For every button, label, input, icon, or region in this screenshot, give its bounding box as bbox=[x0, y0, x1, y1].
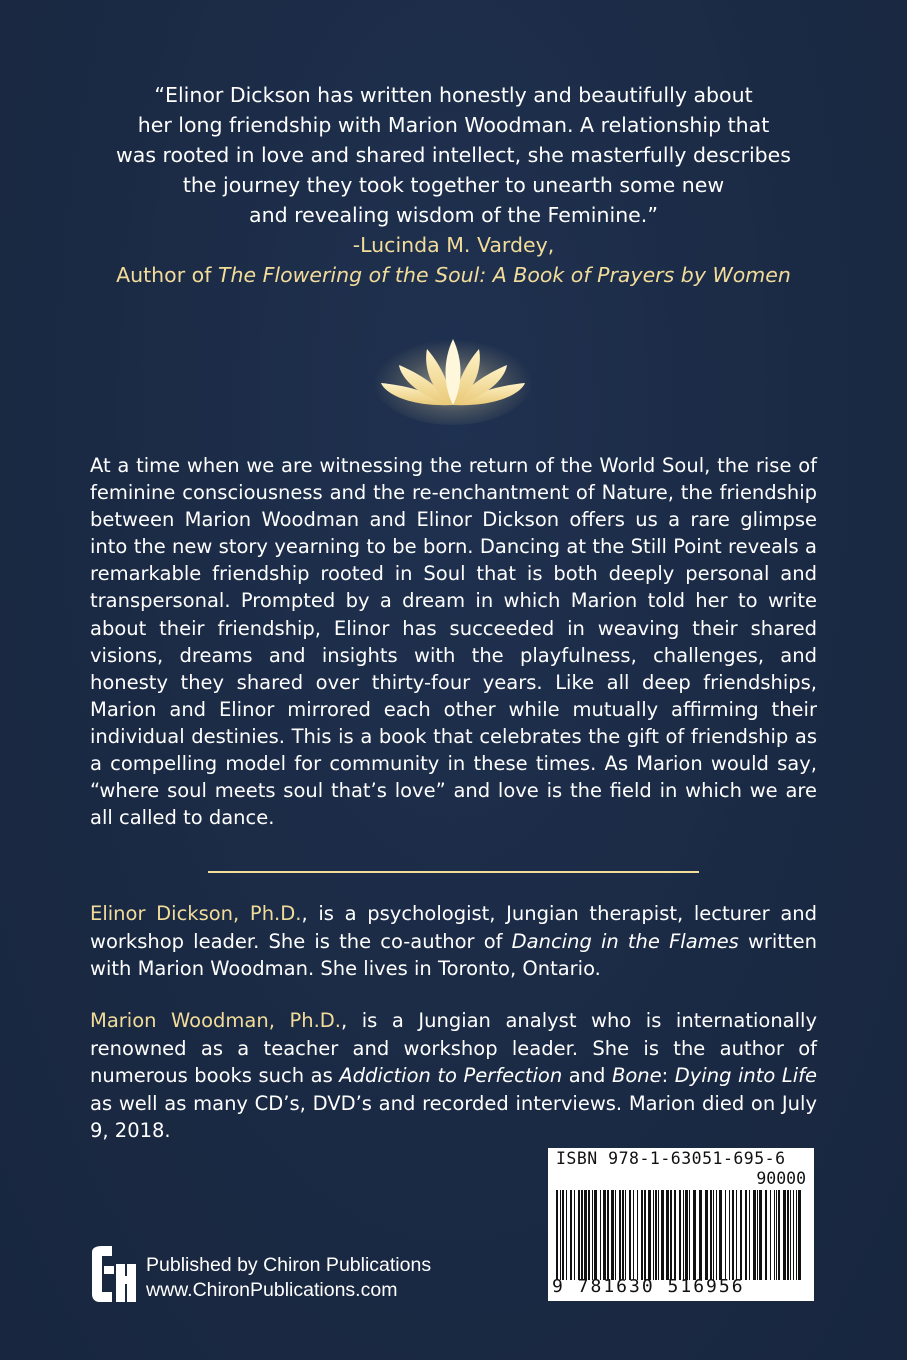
barcode-bar bbox=[705, 1190, 708, 1280]
barcode-bar bbox=[600, 1190, 601, 1280]
ean-number: 9 781630 516956 bbox=[552, 1276, 745, 1297]
barcode-bar bbox=[713, 1190, 714, 1280]
barcode-bar bbox=[658, 1190, 659, 1280]
bio-text: written with Marion Woodman. She lives in Toronto, Ontario. bbox=[90, 929, 817, 980]
quote-line: the journey they took together to unearth some new bbox=[182, 173, 725, 197]
barcode-bar bbox=[796, 1190, 797, 1280]
publisher-line: Published by Chiron Publications bbox=[146, 1254, 432, 1276]
barcode-bar bbox=[778, 1190, 780, 1280]
barcode-bar bbox=[783, 1190, 786, 1280]
barcode-bar bbox=[666, 1190, 669, 1280]
barcode-bar bbox=[556, 1190, 558, 1280]
barcode-bar bbox=[732, 1190, 734, 1280]
barcode-bar bbox=[629, 1190, 631, 1280]
barcode-bar bbox=[736, 1190, 737, 1280]
bio-text: , is a psychologist, Jungian therapist, lecturer and workshop leader. She is the co-author of bbox=[90, 902, 818, 953]
barcode-bar bbox=[574, 1190, 575, 1280]
barcode-bar bbox=[674, 1190, 676, 1280]
barcode-bar bbox=[725, 1190, 726, 1280]
section-divider bbox=[208, 871, 699, 873]
barcode-bar bbox=[641, 1190, 643, 1280]
book-description: At a time when we are witnessing the return of the World Soul, the rise of feminine consciousness and the re-enchantment of Nature, the friendship between Marion Woodman and Elinor Dickson offers us a rare glimpse into the new story yearning to be born. Dancing at the Still Point reveals a remarkable friendship rooted in Soul that is both deeply personal and transpersonal. Prompted by a dream in which Marion told her to write about their friendship, Elinor has succeeded in weaving their shared visions, dreams and insights with the playfulness, challenges, and honesty they shared over thirty-four years. Like all deep friendships, Marion and Elinor mirrored each other while mutually affirming their individual destinies. This is a book that celebrates the gift of friendship as a compelling model for community in these times. As Marion would say, “where soul meets soul that’s love” and love is the field in which we are all called to dance. bbox=[90, 454, 817, 830]
quote-line: and revealing wisdom of the Feminine.” bbox=[249, 203, 658, 227]
barcode-bar bbox=[653, 1190, 654, 1280]
barcode-bar bbox=[765, 1190, 767, 1280]
barcode-bar bbox=[740, 1190, 742, 1280]
book-title: Bone bbox=[611, 1064, 662, 1087]
barcode-bar bbox=[655, 1190, 657, 1280]
barcode-bar bbox=[793, 1190, 794, 1280]
quote-line: was rooted in love and shared intellect, she masterfully describes bbox=[116, 143, 791, 167]
barcode-bar bbox=[749, 1190, 750, 1280]
barcode-bar bbox=[670, 1190, 672, 1280]
barcode-bar bbox=[603, 1190, 606, 1280]
chiron-logo-icon bbox=[88, 1246, 136, 1302]
author-name: Marion Woodman, Ph.D. bbox=[90, 1009, 341, 1032]
barcode-bar bbox=[607, 1190, 609, 1280]
quote-attribution-name: -Lucinda M. Vardey, bbox=[352, 233, 555, 257]
barcode-bar bbox=[719, 1190, 722, 1280]
barcode-bar bbox=[592, 1190, 593, 1280]
author-bio-dickson bbox=[90, 900, 817, 983]
barcode-bar bbox=[622, 1190, 624, 1280]
barcode-bar bbox=[619, 1190, 621, 1280]
barcode-bar bbox=[699, 1190, 702, 1280]
publisher-info bbox=[146, 1253, 431, 1303]
barcode-bar bbox=[790, 1190, 791, 1280]
barcode-bar bbox=[753, 1190, 756, 1280]
quote-attribution-line bbox=[60, 260, 847, 290]
endorsement-quote bbox=[60, 80, 847, 290]
quote-line: her long friendship with Marion Woodman. A relationship that bbox=[137, 113, 770, 137]
barcode-bar bbox=[594, 1190, 597, 1280]
book-title: Dying into Life bbox=[674, 1064, 817, 1087]
barcode-bar bbox=[560, 1190, 561, 1280]
barcode-bar bbox=[693, 1190, 696, 1280]
barcode-bar bbox=[588, 1190, 590, 1280]
barcode-bar bbox=[611, 1190, 614, 1280]
barcode-bar bbox=[615, 1190, 616, 1280]
attribution-book-title: The Flowering of the Soul: A Book of Prayers by Women bbox=[217, 263, 791, 287]
barcode-bar bbox=[644, 1190, 646, 1280]
author-name: Elinor Dickson, Ph.D. bbox=[90, 902, 302, 925]
barcode-bar bbox=[770, 1190, 771, 1280]
barcode-bar bbox=[566, 1190, 567, 1280]
attribution-prefix: Author of bbox=[116, 263, 218, 287]
barcode-bar bbox=[689, 1190, 690, 1280]
barcode-bar bbox=[757, 1190, 758, 1280]
barcode-bar bbox=[584, 1190, 587, 1280]
bio-text: , is a Jungian analyst who is internationally renowned as a teacher and workshop leader. She is the author of numerous books such as bbox=[90, 1009, 817, 1087]
barcode-bar bbox=[633, 1190, 634, 1280]
bio-text: and bbox=[562, 1064, 612, 1087]
bio-text: : bbox=[661, 1064, 675, 1087]
book-title: Addiction to Perfection bbox=[339, 1064, 563, 1087]
barcode-bar bbox=[683, 1190, 684, 1280]
barcode-bar bbox=[685, 1190, 688, 1280]
publisher-website: www.ChironPublications.com bbox=[146, 1279, 398, 1301]
barcode-bars bbox=[556, 1190, 806, 1280]
barcode-bar bbox=[787, 1190, 789, 1280]
barcode-bar bbox=[716, 1190, 717, 1280]
author-bio-woodman bbox=[90, 1007, 817, 1145]
isbn-number: ISBN 978-1-63051-695-6 bbox=[556, 1149, 786, 1168]
barcode-bar bbox=[637, 1190, 638, 1280]
barcode-bar bbox=[774, 1190, 775, 1280]
barcode-bar bbox=[710, 1190, 712, 1280]
barcode-bar bbox=[570, 1190, 572, 1280]
lotus-icon bbox=[373, 325, 533, 425]
barcode-bar bbox=[625, 1190, 626, 1280]
bio-text: as well as many CD’s, DVD’s and recorded interviews. Marion died on July 9, 2018. bbox=[90, 1091, 817, 1142]
barcode-bar bbox=[578, 1190, 580, 1280]
barcode-bar bbox=[648, 1190, 651, 1280]
barcode-bar bbox=[745, 1190, 747, 1280]
barcode-bar bbox=[729, 1190, 730, 1280]
barcode-bar bbox=[759, 1190, 762, 1280]
isbn-barcode bbox=[548, 1148, 814, 1301]
quote-line: “Elinor Dickson has written honestly and beautifully about bbox=[154, 83, 753, 107]
barcode-bar bbox=[679, 1190, 681, 1280]
barcode-bar bbox=[661, 1190, 664, 1280]
barcode-bar bbox=[776, 1190, 777, 1280]
barcode-bar bbox=[798, 1190, 801, 1280]
book-title: Dancing in the Flames bbox=[511, 929, 739, 953]
barcode-bar bbox=[562, 1190, 564, 1280]
barcode-bar bbox=[581, 1190, 583, 1280]
price-code: 90000 bbox=[756, 1169, 806, 1188]
